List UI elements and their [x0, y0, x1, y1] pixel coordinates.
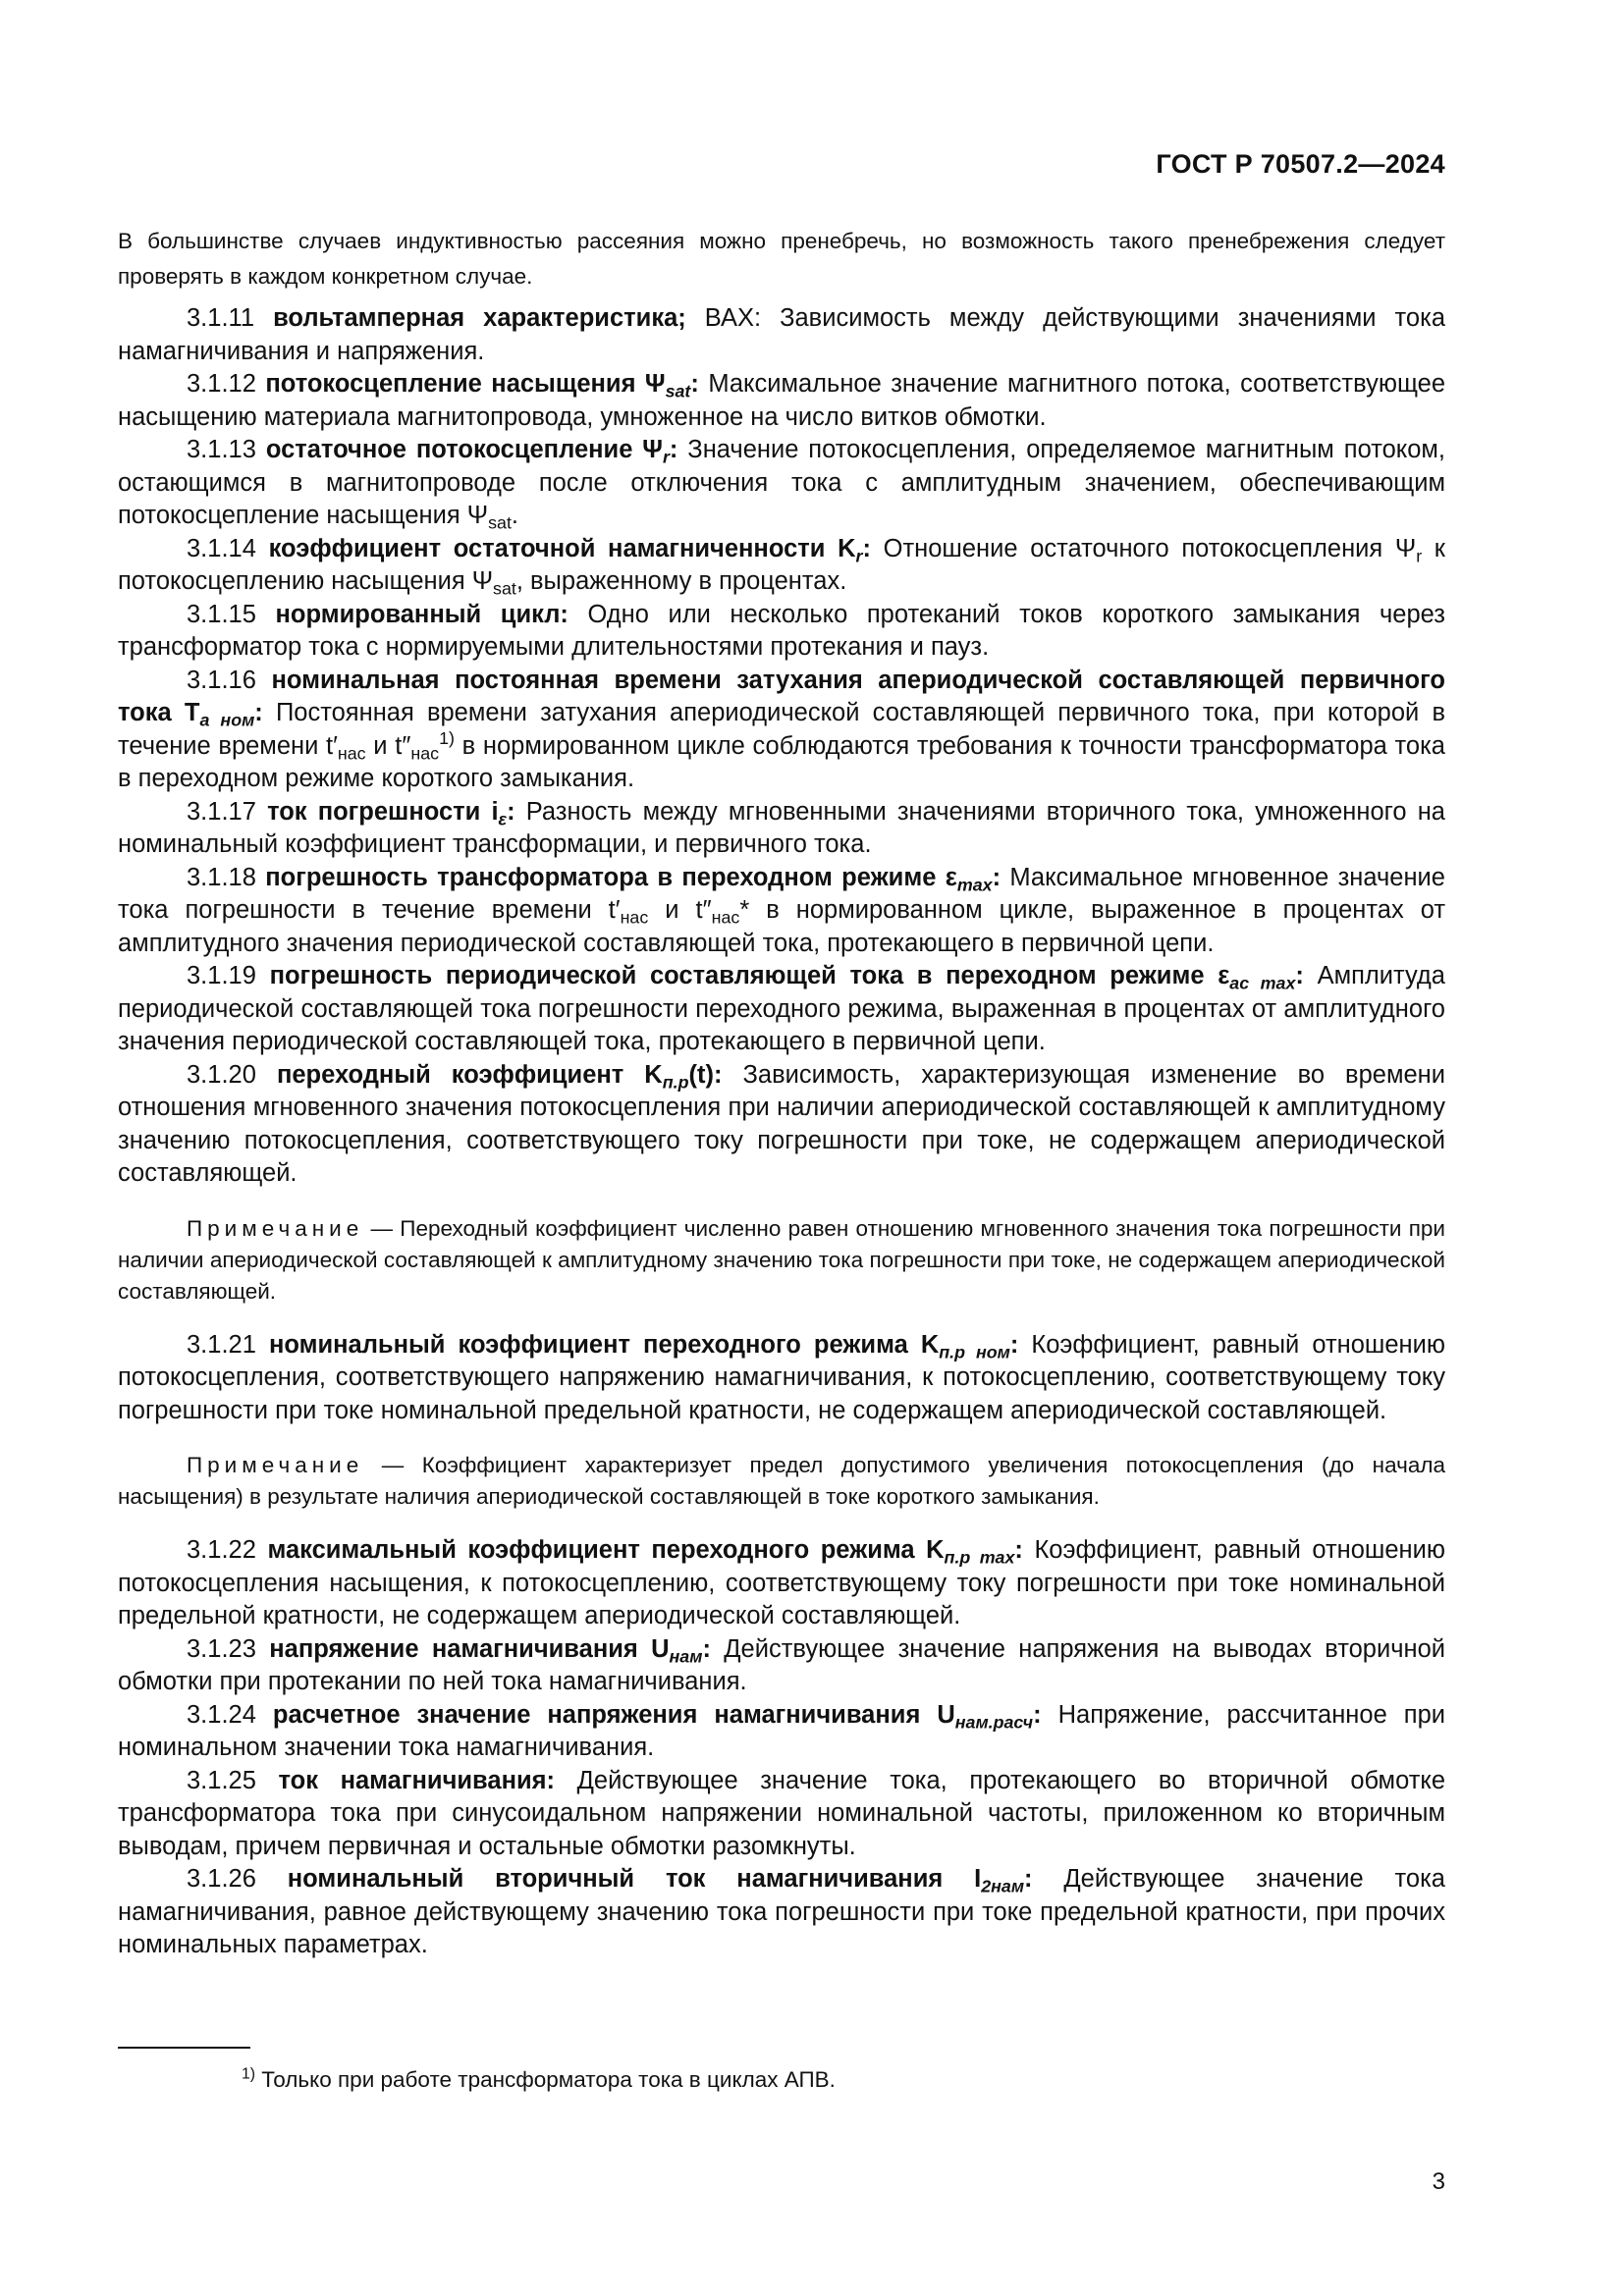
term-subscript: r — [855, 545, 863, 565]
term-subscript: 2нам — [981, 1876, 1025, 1896]
term-title: номинальный вторичный ток намагничивания $I_{2нам}$: — [287, 1865, 1033, 1896]
note-text: — Переходный коэффициент численно равен отношению мгновенного значения тока погрешности при наличии апериодической составляющей к амплитудному значению тока погрешности при токе, не содержащем апериодической составляющей. — [118, 1215, 1445, 1304]
definition-subscript: r — [1416, 545, 1423, 565]
term-subscript: нам.расч — [954, 1711, 1034, 1732]
term-entry — [118, 599, 1445, 665]
term-number: 3.1.13 — [187, 436, 256, 463]
term-title: ток погрешности $i_\varepsilon$: — [267, 797, 515, 828]
term-definition: Зависимость, характеризующая изменение во времени отношения мгновенного значения потокосцепления при наличии апериодической составляющей к амплитудному значению потокосцепления, соответствующего току погрешности при токе, не содержащем апериодической составляющей. — [118, 1060, 1445, 1187]
note-1 — [118, 1213, 1445, 1308]
term-number: 3.1.21 — [187, 1330, 256, 1359]
term-number: 3.1.18 — [187, 863, 256, 891]
term-definition: Разность между мгновенными значениями вторичного тока, умноженного на номинальный коэффициент трансформации, и первичного тока. — [118, 797, 1445, 858]
term-subscript: r — [662, 447, 670, 467]
footnote-text: Только при работе трансформатора тока в циклах АПВ. — [261, 2067, 836, 2092]
terms-list — [118, 302, 1445, 1962]
term-entry — [118, 434, 1445, 533]
term-definition: Амплитуда периодической составляющей тока погрешности переходного режима, выраженная в процентах от амплитудного значения периодической составляющей тока, протекающего в первичной цепи. — [118, 962, 1445, 1055]
term-definition: Максимальное мгновенное значение тока погрешности в течение времени $t'_{нас}$ и $t''_{нас}*$ в нормированном цикле, выраженное в процентах от амплитудного значения периодической составляющей тока, протекающего в первичной цепи. — [118, 863, 1446, 957]
term-entry — [118, 533, 1445, 599]
term-entry — [118, 1765, 1445, 1864]
term-number: 3.1.22 — [187, 1536, 256, 1564]
term-number: 3.1.23 — [187, 1634, 256, 1663]
term-definition: Отношение остаточного потокосцепления $\Psi_r$ к потокосцеплению насыщения $\Psi_{sat}$, выраженному в процентах. — [118, 534, 1445, 599]
term-entry — [118, 1633, 1445, 1699]
term-definition: Действующее значение напряжения на выводах вторичной обмотки при протекании по ней тока намагничивания. — [118, 1634, 1446, 1695]
term-title: коэффициент остаточной намагниченности $K_r$: — [268, 534, 871, 565]
term-definition: Действующее значение тока намагничивания, равное действующему значению тока погрешности при токе предельной кратности, при прочих номинальных параметрах. — [118, 1865, 1445, 1958]
term-title: остаточное потокосцепление $\Psi_r$: — [265, 436, 678, 467]
term-entry — [118, 665, 1445, 796]
term-title: номинальный коэффициент переходного режима $K_{п.р ном}$: — [268, 1330, 1019, 1362]
term-number: 3.1.17 — [187, 797, 256, 826]
term-subscript: sat — [665, 381, 691, 401]
term-title: расчетное значение напряжения намагничивания $U_{нам.расч}$: — [272, 1700, 1042, 1732]
term-number: 3.1.12 — [187, 370, 256, 398]
term-number: 3.1.16 — [187, 666, 256, 694]
note-label: Примечание — [187, 1215, 364, 1241]
term-definition: Коэффициент, равный отношению потокосцепления насыщения, к потокосцеплению, соответствующему току погрешности при токе номинальной предельной кратности, не содержащем апериодической составляющей. — [118, 1536, 1446, 1629]
term-definition: Коэффициент, равный отношению потокосцепления, соответствующего напряжению намагничивания, к потокосцеплению, соответствующему току погрешности при токе номинальной предельной кратности, не содержащем апериодической составляющей. — [118, 1330, 1446, 1424]
term-definition: Максимальное значение магнитного потока, соответствующее насыщению материала магнитопровода, умноженное на число витков обмотки. — [118, 370, 1445, 431]
term-entry — [118, 368, 1445, 434]
note-text: — Коэффициент характеризует предел допустимого увеличения потокосцепления (до начала насыщения) в результате наличия апериодической составляющей в токе короткого замыкания. — [118, 1453, 1445, 1509]
term-entry — [118, 1329, 1445, 1428]
term-subscript: a ном — [199, 710, 255, 730]
term-subscript: п.р — [662, 1071, 689, 1092]
term-subscript: ac max — [1229, 973, 1296, 993]
term-entry — [118, 1534, 1445, 1633]
term-title: нормированный цикл: — [275, 600, 568, 628]
term-entry — [118, 1059, 1445, 1191]
term-title: максимальный коэффициент переходного режима $K_{п.р max}$: — [267, 1536, 1023, 1568]
term-number: 3.1.19 — [187, 962, 256, 989]
definition-subscript: нас — [711, 907, 740, 928]
term-title: номинальная постоянная времени затухания апериодической составляющей первичного тока $T_{a ном}$: — [118, 666, 1445, 730]
definition-subscript: нас — [620, 907, 649, 928]
term-subscript: п.р ном — [939, 1341, 1010, 1362]
note-label: Примечание — [187, 1453, 364, 1477]
term-number: 3.1.24 — [187, 1700, 256, 1729]
term-number: 3.1.14 — [187, 534, 256, 562]
term-definition: ВАХ: Зависимость между действующими значениями тока намагничивания и напряжения. — [118, 304, 1445, 365]
term-title: погрешность периодической составляющей тока в переходном режиме $\varepsilon_{ac max}$: — [269, 962, 1304, 993]
term-entry — [118, 862, 1445, 961]
term-definition: Напряжение, рассчитанное при номинальном значении тока намагничивания. — [118, 1700, 1445, 1761]
definition-subscript: sat — [493, 578, 516, 599]
intro-paragraph: В большинстве случаев индуктивностью рассеяния можно пренебречь, но возможность такого пренебрежения следует проверять в каждом конкретном случае. — [118, 229, 1445, 289]
definition-subscript: нас — [337, 742, 366, 763]
term-title: напряжение намагничивания $U_{нам}$: — [269, 1634, 711, 1666]
document-header: ГОСТ Р 70507.2—2024 — [1156, 149, 1445, 179]
page-number: 3 — [1432, 2168, 1445, 2195]
term-number: 3.1.20 — [187, 1060, 256, 1089]
term-title: потокосцепление насыщения $\Psi_{sat}$: — [265, 370, 699, 401]
term-title: вольтамперная характеристика; — [273, 304, 686, 332]
term-number: 3.1.11 — [187, 304, 255, 332]
term-entry — [118, 796, 1445, 862]
term-number: 3.1.15 — [187, 600, 256, 628]
footnote-reference: 1) — [439, 727, 455, 748]
term-entry — [118, 302, 1445, 368]
term-definition: Действующее значение тока, протекающего во вторичной обмотке трансформатора тока при синусоидальном напряжении номинальной частоты, приложенном ко вторичным выводам, причем первичная и остальные обмотки разомкнуты. — [118, 1766, 1446, 1860]
term-number: 3.1.26 — [187, 1865, 256, 1893]
term-title: погрешность трансформатора в переходном режиме $\varepsilon_{max}$: — [265, 863, 1001, 894]
term-subscript: max — [956, 874, 993, 894]
footnote-mark: 1) — [242, 2065, 256, 2083]
term-title: переходный коэффициент $K_{п.р}(t)$: — [276, 1060, 723, 1092]
definition-subscript: sat — [488, 512, 512, 533]
footnote — [242, 2067, 836, 2093]
note-2 — [118, 1450, 1445, 1513]
term-definition: Постоянная времени затухания апериодической составляющей первичного тока, при которой в течение времени $t'_{нас}$ и $t''_{нас}^{1)}$ в нормированном цикле соблюдаются требования к точности трансформатора тока в переходном режиме короткого замыкания. — [118, 699, 1445, 792]
term-entry — [118, 1863, 1445, 1962]
term-definition: Одно или несколько протеканий токов короткого замыкания через трансформатор тока с нормируемыми длительностями протекания и пауз. — [118, 600, 1445, 661]
term-title: ток намагничивания: — [278, 1766, 556, 1794]
term-entry — [118, 1699, 1445, 1765]
term-subscript: п.р max — [944, 1547, 1015, 1568]
term-subscript: ε — [498, 808, 508, 828]
term-subscript: нам — [669, 1645, 703, 1666]
term-definition: Значение потокосцепления, определяемое магнитным потоком, остающимся в магнитопроводе после отключения тока с амплитудным значением, обеспечивающим потокосцепление насыщения $\Psi_{sat}$. — [118, 436, 1446, 533]
footnote-separator — [118, 2047, 250, 2049]
term-number: 3.1.25 — [187, 1766, 256, 1794]
term-entry — [118, 960, 1445, 1059]
definition-subscript: нас — [410, 742, 440, 763]
